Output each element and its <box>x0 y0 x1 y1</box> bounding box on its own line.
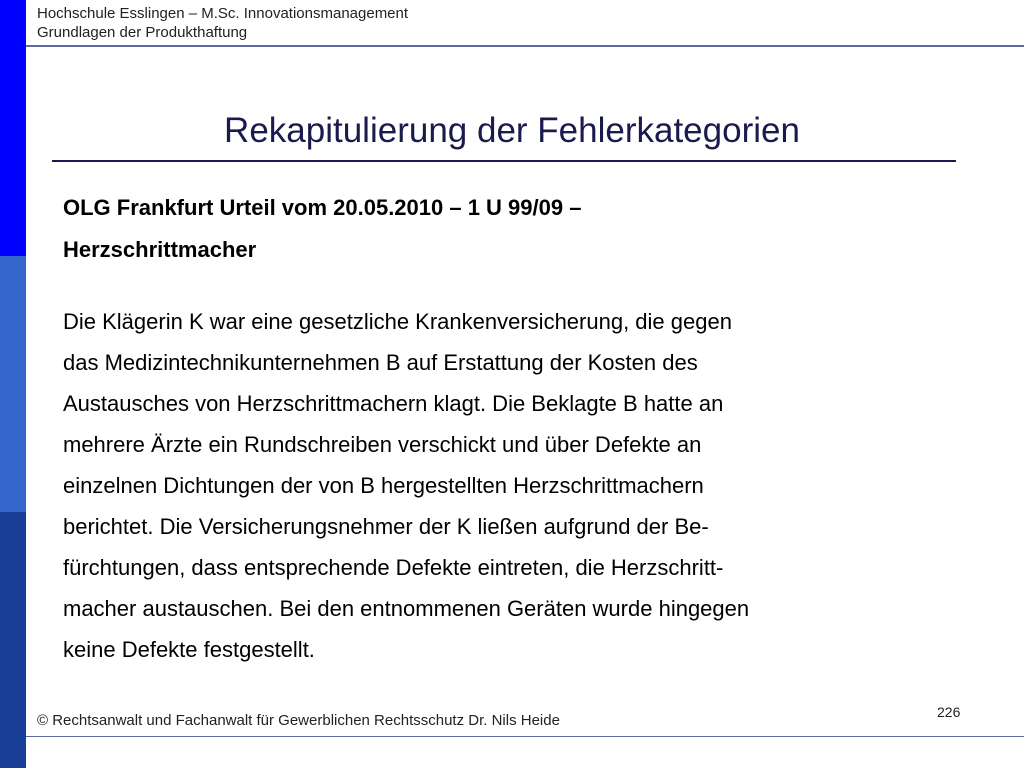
body-line: mehrere Ärzte ein Rundschreiben verschickt und über Defekte an <box>63 432 702 457</box>
slide-content <box>63 187 963 670</box>
body-line: einzelnen Dichtungen der von B hergestellten Herzschrittmachern <box>63 473 704 498</box>
side-bar-segment-bottom <box>0 512 26 768</box>
slide-header <box>37 4 408 42</box>
header-course: Grundlagen der Produkthaftung <box>37 24 248 41</box>
header-institution: Hochschule Esslingen – M.Sc. Innovationsmanagement <box>37 5 409 22</box>
body-line: macher austauschen. Bei den entnommenen Geräten wurde hingegen <box>63 596 750 621</box>
header-divider <box>26 45 1024 47</box>
body-line: Austausches von Herzschrittmachern klagt. Die Beklagte B hatte an <box>63 391 724 416</box>
footer-copyright: © Rechtsanwalt und Fachanwalt für Gewerblichen Rechtsschutz Dr. Nils Heide <box>37 712 560 729</box>
slide-title: Rekapitulierung der Fehlerkategorien <box>224 111 800 150</box>
body-line: fürchtungen, dass entsprechende Defekte eintreten, die Herzschritt- <box>63 555 724 580</box>
body-line: Die Klägerin K war eine gesetzliche Krankenversicherung, die gegen <box>63 309 732 334</box>
case-reference: OLG Frankfurt Urteil vom 20.05.2010 – 1 U 99/09 – <box>63 195 582 220</box>
page-number: 226 <box>937 704 961 720</box>
title-divider <box>52 160 956 162</box>
side-bar-segment-middle <box>0 256 26 512</box>
body-line: das Medizintechnikunternehmen B auf Erstattung der Kosten des <box>63 350 698 375</box>
case-name: Herzschrittmacher <box>63 237 257 262</box>
body-line: keine Defekte festgestellt. <box>63 637 315 662</box>
case-description <box>63 301 963 670</box>
body-line: berichtet. Die Versicherungsnehmer der K ließen aufgrund der Be- <box>63 514 709 539</box>
footer-divider <box>26 736 1024 737</box>
